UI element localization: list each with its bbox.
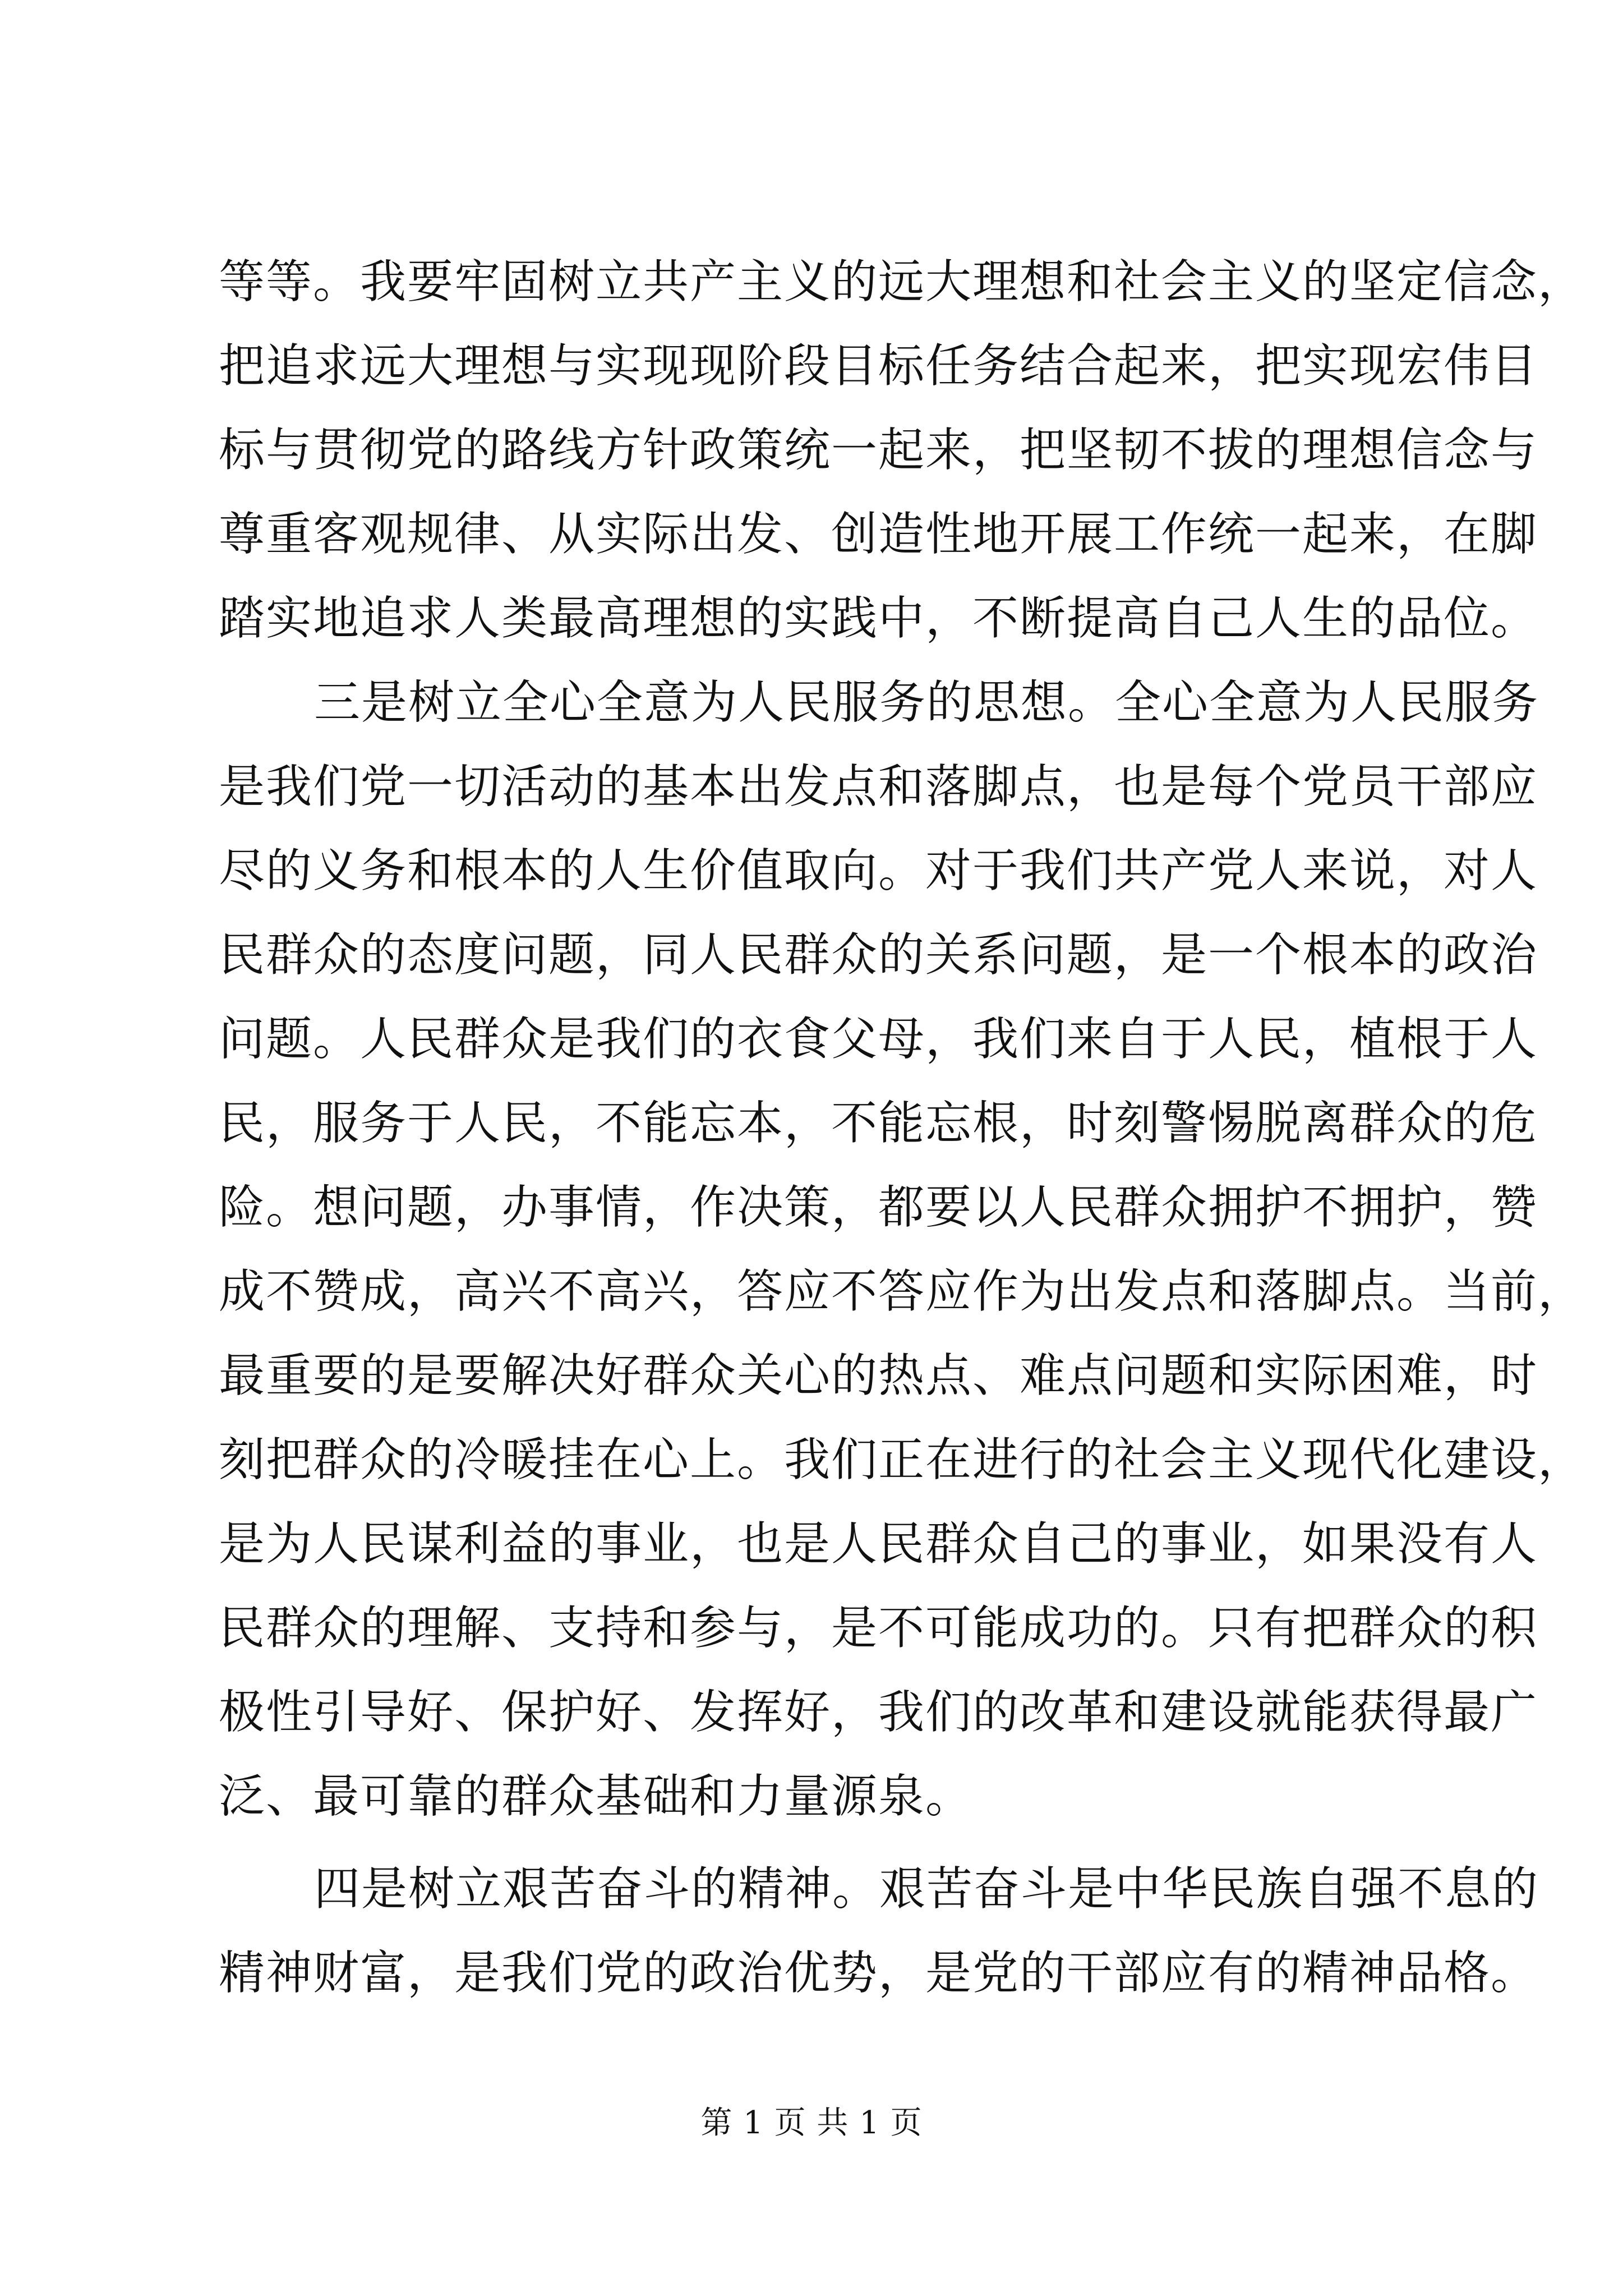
page-footer: 第 1 页 共 1 页 [700, 2105, 923, 2141]
text-line: 尽的义务和根本的人生价值取向。对于我们共产党人来说，对人 [219, 844, 1538, 898]
text-line: 民，服务于人民，不能忘本，不能忘根，时刻警惕脱离群众的危 [219, 1097, 1538, 1150]
text-line: 把追求远大理想与实现现阶段目标任务结合起来，把实现宏伟目 [219, 339, 1538, 393]
text-line: 等等。我要牢固树立共产主义的远大理想和社会主义的坚定信念， [219, 255, 1585, 309]
text-line: 精神财富，是我们党的政治优势，是党的干部应有的精神品格。 [219, 1947, 1538, 2000]
text-line: 险。想问题，办事情，作决策，都要以人民群众拥护不拥护，赞 [219, 1181, 1538, 1234]
paragraph-start-line: 四是树立艰苦奋斗的精神。艰苦奋斗是中华民族自强不息的 [314, 1862, 1539, 1916]
text-line: 最重要的是要解决好群众关心的热点、难点问题和实际困难，时 [219, 1349, 1538, 1402]
text-line: 民群众的理解、支持和参与，是不可能成功的。只有把群众的积 [219, 1602, 1538, 1655]
text-line: 标与贯彻党的路线方针政策统一起来，把坚韧不拔的理想信念与 [219, 424, 1538, 477]
text-line: 成不赞成，高兴不高兴，答应不答应作为出发点和落脚点。当前， [219, 1265, 1585, 1318]
text-line: 极性引导好、保护好、发挥好，我们的改革和建设就能获得最广 [219, 1686, 1538, 1739]
paragraph-start-line: 三是树立全心全意为人民服务的思想。全心全意为人民服务 [314, 676, 1539, 729]
text-line: 尊重客观规律、从实际出发、创造性地开展工作统一起来，在脚 [219, 508, 1538, 561]
text-line: 是为人民谋利益的事业，也是人民群众自己的事业，如果没有人 [219, 1517, 1538, 1571]
text-line: 民群众的态度问题，同人民群众的关系问题，是一个根本的政治 [219, 928, 1538, 982]
text-line: 踏实地追求人类最高理想的实践中，不断提高自己人生的品位。 [219, 592, 1538, 645]
paragraph-end-line: 泛、最可靠的群众基础和力量源泉。 [219, 1770, 973, 1823]
text-line: 刻把群众的冷暖挂在心上。我们正在进行的社会主义现代化建设， [219, 1433, 1585, 1487]
text-line: 是我们党一切活动的基本出发点和落脚点，也是每个党员干部应 [219, 760, 1538, 813]
text-line: 问题。人民群众是我们的衣食父母，我们来自于人民，植根于人 [219, 1013, 1538, 1066]
